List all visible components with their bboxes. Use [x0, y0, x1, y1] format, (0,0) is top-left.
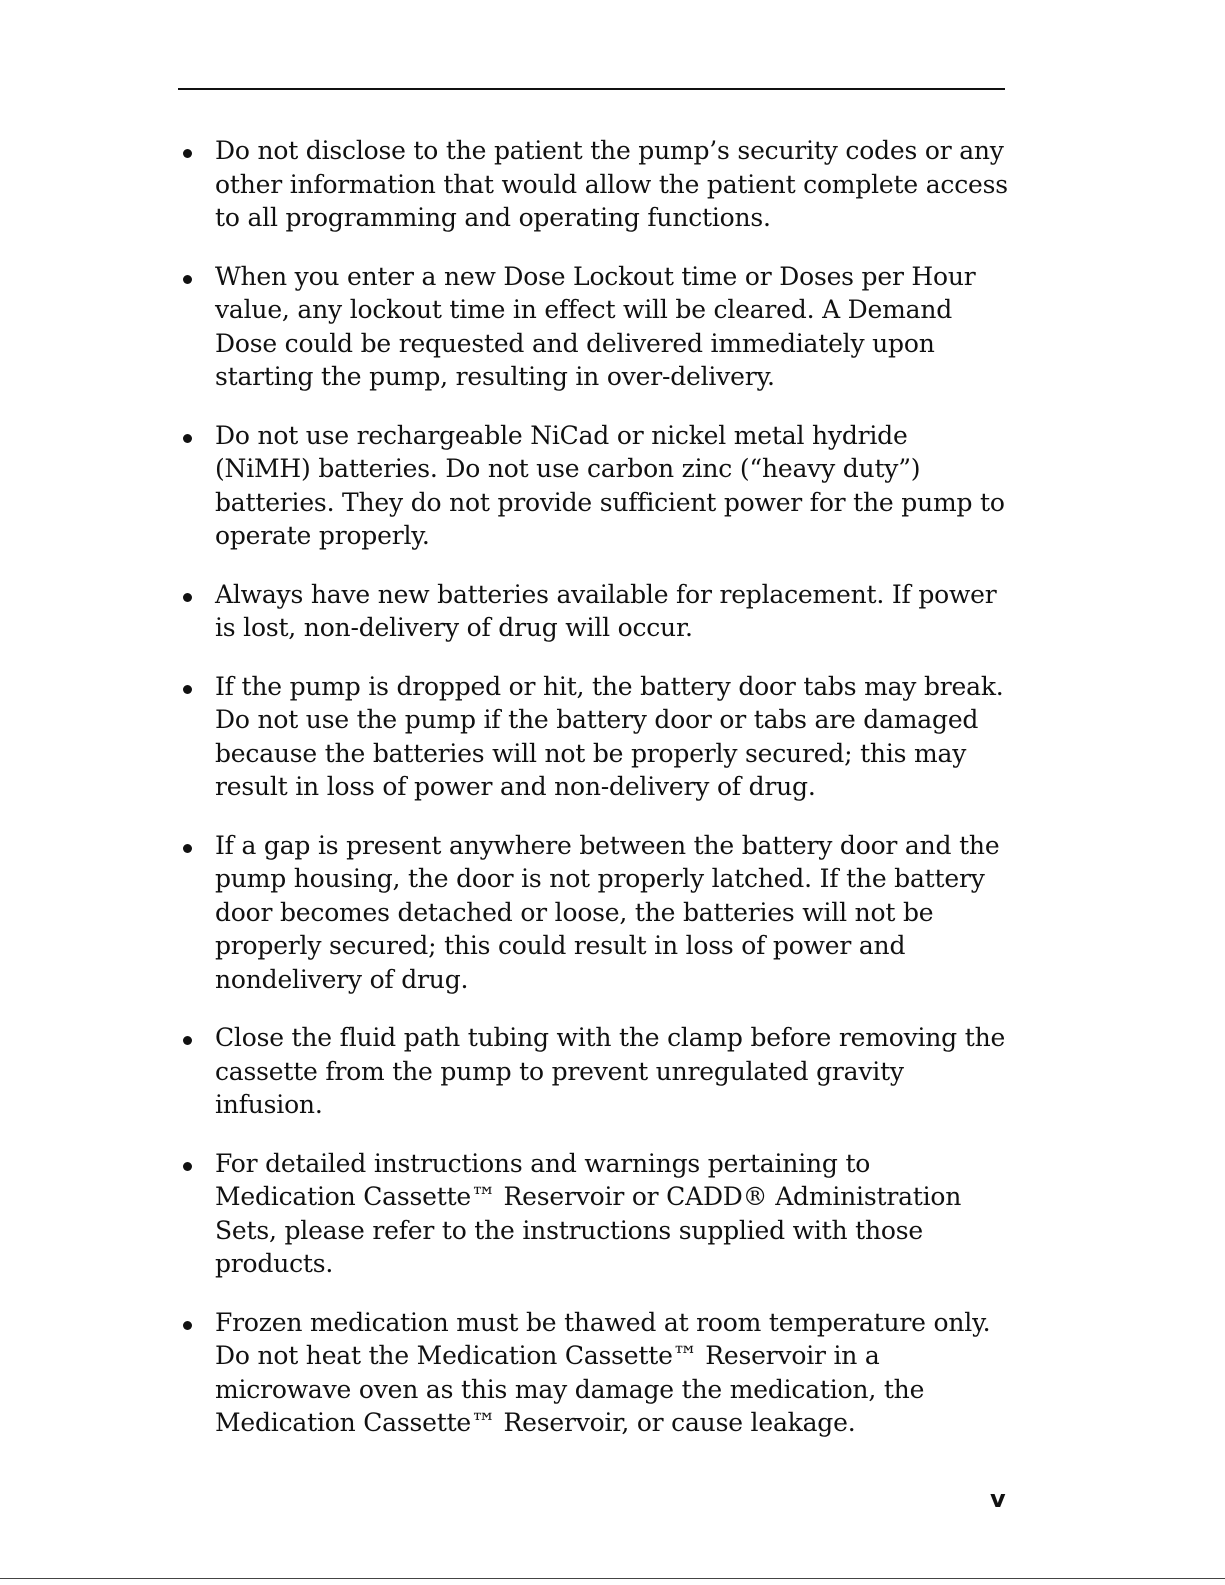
bullet-text: For detailed instructions and warnings pertaining to Medication Cassette™ Reservoir or CADD® Administration Sets, please refer to the instructions supplied with those products. [215, 1148, 962, 1278]
bullet-text: Always have new batteries available for replacement. If power is lost, non-delivery of drug will occur. [215, 579, 997, 642]
list-item [178, 419, 1008, 553]
list-item [178, 1147, 1008, 1281]
bullet-icon [183, 685, 192, 694]
warnings-list [178, 134, 1008, 1465]
bullet-icon [183, 593, 192, 602]
list-item [178, 578, 1008, 645]
list-item [178, 670, 1008, 804]
bullet-icon [183, 1036, 192, 1045]
bullet-icon [183, 275, 192, 284]
bullet-icon [183, 434, 192, 443]
footer-rule [0, 1578, 1225, 1579]
bullet-text: Do not disclose to the patient the pump’s security codes or any other information that would allow the patient complete access to all programming and operating functions. [215, 136, 1008, 232]
bullet-text: Frozen medication must be thawed at room temperature only. Do not heat the Medication Cassette™ Reservoir in a microwave oven as this may damage the medication, the Medication Cassette™ Reservoir, or cause leakage. [215, 1307, 991, 1437]
bullet-icon [183, 844, 192, 853]
list-item [178, 829, 1008, 997]
bullet-text: When you enter a new Dose Lockout time or Doses per Hour value, any lockout time in effect will be cleared. A Demand Dose could be requested and delivered immediately upon starting the pump, resulting in over-delivery. [215, 261, 976, 391]
bullet-text: Close the fluid path tubing with the clamp before removing the cassette from the pump to prevent unregulated gravity infusion. [215, 1023, 1006, 1119]
bullet-text: Do not use rechargeable NiCad or nickel metal hydride (NiMH) batteries. Do not use carbon zinc (“heavy duty”) batteries. They do not provide sufficient power for the pump to operate properly. [215, 420, 1005, 550]
list-item [178, 134, 1008, 235]
bullet-icon [183, 1162, 192, 1171]
list-item [178, 260, 1008, 394]
bullet-icon [183, 1321, 192, 1330]
list-item [178, 1021, 1008, 1122]
bullet-text: If a gap is present anywhere between the battery door and the pump housing, the door is not properly latched. If the battery door becomes detached or loose, the batteries will not be properly secured; this could result in loss of power and nondelivery of drug. [215, 830, 1000, 994]
header-rule [178, 88, 1005, 90]
bullet-text: If the pump is dropped or hit, the battery door tabs may break. Do not use the pump if the battery door or tabs are damaged because the batteries will not be properly secured; this may result in loss of power and non-delivery of drug. [215, 671, 1004, 801]
list-item [178, 1306, 1008, 1440]
page-number: v [990, 1485, 1006, 1513]
bullet-icon [183, 149, 192, 158]
